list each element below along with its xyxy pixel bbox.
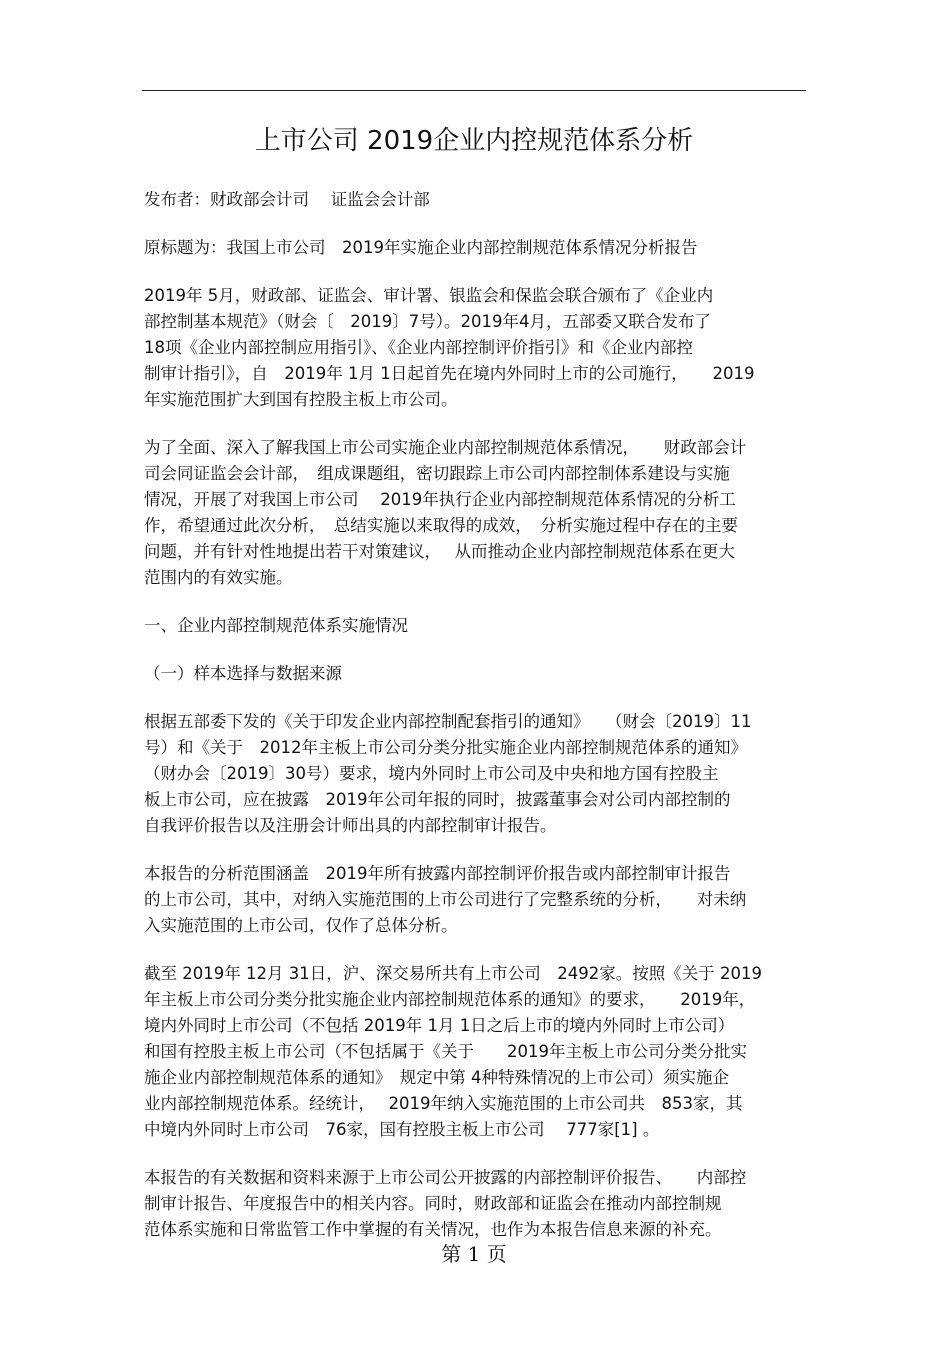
text-line: 本报告的分析范围涵盖 2019年所有披露内部控制评价报告或内部控制审计报告 xyxy=(144,864,731,883)
text-line: 和国有控股主板上市公司（不包括属于《关于 2019年主板上市公司分类分批实 xyxy=(144,1042,747,1061)
text-line: 板上市公司，应在披露 2019年公司年报的同时，披露董事会对公司内部控制的 xyxy=(144,790,731,809)
text-line: 自我评价报告以及注册会计师出具的内部控制审计报告。 xyxy=(144,816,557,835)
paragraph xyxy=(144,283,808,413)
text-line: 制审计报告、年度报告中的相关内容。同时，财政部和证监会在推动内部控制规 xyxy=(144,1194,722,1213)
paragraph xyxy=(144,1165,808,1243)
header-rule xyxy=(142,90,806,91)
paragraph xyxy=(144,961,808,1143)
text-line: 号）和《关于 2012年主板上市公司分类分批实施企业内部控制规范体系的通知》 xyxy=(144,738,747,757)
text-line: 司会同证监会会计部， 组成课题组，密切跟踪上市公司内部控制体系建设与实施 xyxy=(144,464,730,483)
page-number: 第 1 页 xyxy=(441,1242,507,1266)
paragraph xyxy=(144,613,808,639)
paragraph xyxy=(144,235,808,261)
paragraph xyxy=(144,187,808,213)
text-line: 部控制基本规范》（财会〔 2019〕7号）。2019年4月，五部委又联合发布了 xyxy=(144,312,711,331)
text-line: 年主板上市公司分类分批实施企业内部控制规范体系的通知》的要求， 2019年， xyxy=(144,990,756,1009)
paragraph xyxy=(144,661,808,687)
text-line: 问题，并有针对性地提出若干对策建议， 从而推动企业内部控制规范体系在更大 xyxy=(144,542,735,561)
text-line: 施企业内部控制规范体系的通知》 规定中第 4种特殊情况的上市公司）须实施企 xyxy=(144,1068,729,1087)
text-line: 范围内的有效实施。 xyxy=(144,568,293,587)
text-line: 一、企业内部控制规范体系实施情况 xyxy=(144,616,408,635)
text-line: 中境内外同时上市公司 76家，国有控股主板上市公司 777家[1] 。 xyxy=(144,1120,660,1139)
text-line: 原标题为：我国上市公司 2019年实施企业内部控制规范体系情况分析报告 xyxy=(144,238,698,257)
text-line: 截至 2019年 12月 31日，沪、深交易所共有上市公司 2492家。按照《关于 2019 xyxy=(144,964,762,983)
text-line: 制审计指引》，自 2019年 1月 1日起首先在境内外同时上市的公司施行， 2019 xyxy=(144,364,755,383)
text-line: 业内部控制规范体系。经统计， 2019年纳入实施范围的上市公司共 853家，其 xyxy=(144,1094,743,1113)
text-line: 范体系实施和日常监管工作中掌握的有关情况，也作为本报告信息来源的补充。 xyxy=(144,1220,722,1239)
text-line: （一）样本选择与数据来源 xyxy=(144,664,342,683)
paragraph xyxy=(144,861,808,939)
paragraph xyxy=(144,435,808,591)
text-line: 根据五部委下发的《关于印发企业内部控制配套指引的通知》 （财会〔2019〕11 xyxy=(144,712,752,731)
text-line: 发布者：财政部会计司 证监会会计部 xyxy=(144,190,430,209)
text-line: 情况，开展了对我国上市公司 2019年执行企业内部控制规范体系情况的分析工 xyxy=(144,490,736,509)
text-line: （财办会〔2019〕30号）要求，境内外同时上市公司及中央和地方国有控股主 xyxy=(144,764,719,783)
text-line: 为了全面、深入了解我国上市公司实施企业内部控制规范体系情况， 财政部会计 xyxy=(144,438,747,457)
text-line: 本报告的有关数据和资料来源于上市公司公开披露的内部控制评价报告、 内部控 xyxy=(144,1168,747,1187)
text-line: 入实施范围的上市公司，仅作了总体分析。 xyxy=(144,916,458,935)
text-line: 2019年 5月，财政部、证监会、审计署、银监会和保监会联合颁布了《企业内 xyxy=(144,286,714,305)
document-title: 上市公司 2019企业内控规范体系分析 xyxy=(254,126,694,156)
text-line: 作，希望通过此次分析， 总结实施以来取得的成效， 分析实施过程中存在的主要 xyxy=(144,516,738,535)
paragraph xyxy=(144,709,808,839)
text-line: 的上市公司，其中，对纳入实施范围的上市公司进行了完整系统的分析， 对未纳 xyxy=(144,890,747,909)
text-line: 年实施范围扩大到国有控股主板上市公司。 xyxy=(144,390,458,409)
text-line: 18项《企业内部控制应用指引》、《企业内部控制评价指引》和《企业内部控 xyxy=(144,338,693,357)
text-line: 境内外同时上市公司（不包括 2019年 1月 1日之后上市的境内外同时上市公司） xyxy=(144,1016,735,1035)
document-body xyxy=(144,187,808,1243)
